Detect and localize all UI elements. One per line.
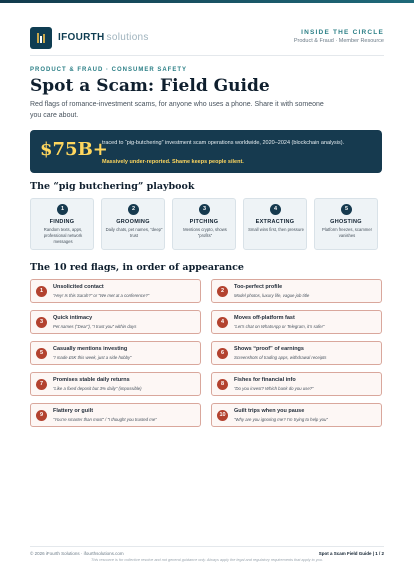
logo-mark-icon bbox=[35, 31, 47, 45]
red-flag-card bbox=[211, 310, 382, 334]
flag-quote: “You’re smarter than most” / “I thought you trusted me” bbox=[53, 417, 157, 422]
flag-number: 6 bbox=[217, 348, 228, 359]
flag-title: Quick intimacy bbox=[53, 315, 93, 321]
flag-quote: Model photos, luxury life, vague job title bbox=[234, 293, 310, 298]
red-flag-card bbox=[30, 403, 201, 427]
flag-title: Casually mentions investing bbox=[53, 346, 128, 352]
brand-main: IFOURTH bbox=[58, 32, 105, 43]
flag-number: 3 bbox=[36, 317, 47, 328]
series-subtitle: Product & Fraud · Member Resource bbox=[293, 38, 384, 44]
stage-desc: Small wins first, then pressure bbox=[248, 227, 304, 232]
flag-number: 10 bbox=[217, 410, 228, 421]
red-flag-card bbox=[211, 279, 382, 303]
stage-name: GHOSTING bbox=[330, 219, 362, 225]
stage-number: 4 bbox=[270, 204, 281, 215]
flag-title: Too-perfect profile bbox=[234, 284, 283, 290]
page-header bbox=[30, 27, 384, 51]
flag-quote: “Do you invest? Which bank do you use?” bbox=[234, 386, 314, 391]
stat-text: traced to “pig-butchering” investment scam operations worldwide, 2020–2024 (blockchain analysis). bbox=[102, 140, 345, 146]
flag-number: 5 bbox=[36, 348, 47, 359]
footer-disclaimer: This resource is for collective resolve and not general guidance only. Always apply the legal and regulatory requirements that apply to you. bbox=[91, 558, 323, 562]
stage-card-extracting bbox=[243, 198, 307, 250]
stage-name: EXTRACTING bbox=[255, 219, 295, 225]
red-flag-card bbox=[30, 341, 201, 365]
flag-quote: “Let’s chat on WhatsApp or Telegram, it’s safer” bbox=[234, 324, 325, 329]
stat-highlight: Massively under-reported. Shame keeps people silent. bbox=[102, 159, 244, 165]
stage-desc: Mentions crypto, shows “profits” bbox=[183, 227, 227, 238]
stage-name: FINDING bbox=[49, 219, 75, 225]
stage-desc: Daily chats, pet names, “deep” trust bbox=[105, 227, 163, 238]
stage-card-finding bbox=[30, 198, 94, 250]
stage-card-grooming bbox=[101, 198, 165, 250]
flag-quote: “Hey! Is this Sarah?” or “We met at a conference?” bbox=[53, 293, 150, 298]
stage-number: 3 bbox=[199, 204, 210, 215]
brand-name bbox=[58, 32, 149, 43]
flag-number: 7 bbox=[36, 379, 47, 390]
flag-title: Guilt trips when you pause bbox=[234, 408, 305, 414]
red-flag-card bbox=[211, 341, 382, 365]
page-footer bbox=[30, 546, 384, 562]
stage-number: 5 bbox=[341, 204, 352, 215]
flag-title: Fishes for financial info bbox=[234, 377, 296, 383]
series-title: INSIDE THE CIRCLE bbox=[301, 29, 384, 36]
flag-title: Shows “proof” of earnings bbox=[234, 346, 304, 352]
stage-name: PITCHING bbox=[189, 219, 219, 225]
flag-number: 2 bbox=[217, 286, 228, 297]
intro-text: Red flags of romance-investment scams, for anyone who uses a phone. Share it with someone you care about. bbox=[30, 101, 324, 119]
footer-divider bbox=[30, 546, 384, 547]
red-flag-card bbox=[30, 279, 201, 303]
top-accent-bar bbox=[0, 0, 414, 3]
header-divider bbox=[30, 55, 384, 56]
flag-title: Promises stable daily returns bbox=[53, 377, 130, 383]
flag-quote: Pet names (“Dear”), “I trust you” within days bbox=[53, 324, 137, 329]
doc-eyebrow: PRODUCT & FRAUD · CONSUMER SAFETY bbox=[30, 67, 187, 73]
red-flag-card bbox=[30, 372, 201, 396]
brand-sub: solutions bbox=[106, 32, 149, 43]
flag-number: 4 bbox=[217, 317, 228, 328]
red-flag-card bbox=[30, 310, 201, 334]
flag-quote: “Why are you ignoring me? I’m trying to help you” bbox=[234, 417, 328, 422]
footer-page-label: Spot a Scam Field Guide | 1 / 2 bbox=[318, 551, 384, 556]
footer-copyright: © 2026 iFourth Solutions · ifourthsolutions.com bbox=[30, 551, 124, 556]
stage-card-pitching bbox=[172, 198, 236, 250]
stage-number: 1 bbox=[57, 204, 68, 215]
flag-quote: “I made £5K this week, just a side hobby” bbox=[53, 355, 132, 360]
flag-title: Moves off-platform fast bbox=[234, 315, 295, 321]
flag-quote: “Like a fixed deposit but 3% daily” (impossible) bbox=[53, 386, 142, 391]
stage-desc: Random texts, apps, professional network messages bbox=[43, 227, 83, 244]
flag-title: Flattery or guilt bbox=[53, 408, 94, 414]
playbook-heading: The “pig butchering” playbook bbox=[30, 181, 195, 192]
page-title: Spot a Scam: Field Guide bbox=[30, 76, 270, 96]
flag-number: 9 bbox=[36, 410, 47, 421]
red-flag-card bbox=[211, 372, 382, 396]
flag-quote: Screenshots of trading apps, withdrawal receipts bbox=[234, 355, 327, 360]
series-label bbox=[294, 29, 384, 44]
flag-title: Unsolicited contact bbox=[53, 284, 104, 290]
stage-name: GROOMING bbox=[116, 219, 150, 225]
stat-value: $75B+ bbox=[40, 139, 108, 160]
stage-number: 2 bbox=[128, 204, 139, 215]
stat-callout bbox=[30, 130, 382, 173]
flag-number: 8 bbox=[217, 379, 228, 390]
brand-logo bbox=[30, 27, 52, 49]
stage-desc: Platform freezes, scammer vanishes bbox=[321, 227, 373, 238]
flag-number: 1 bbox=[36, 286, 47, 297]
red-flag-card bbox=[211, 403, 382, 427]
red-flags-heading: The 10 red flags, in order of appearance bbox=[30, 262, 244, 273]
stage-card-ghosting bbox=[314, 198, 378, 250]
